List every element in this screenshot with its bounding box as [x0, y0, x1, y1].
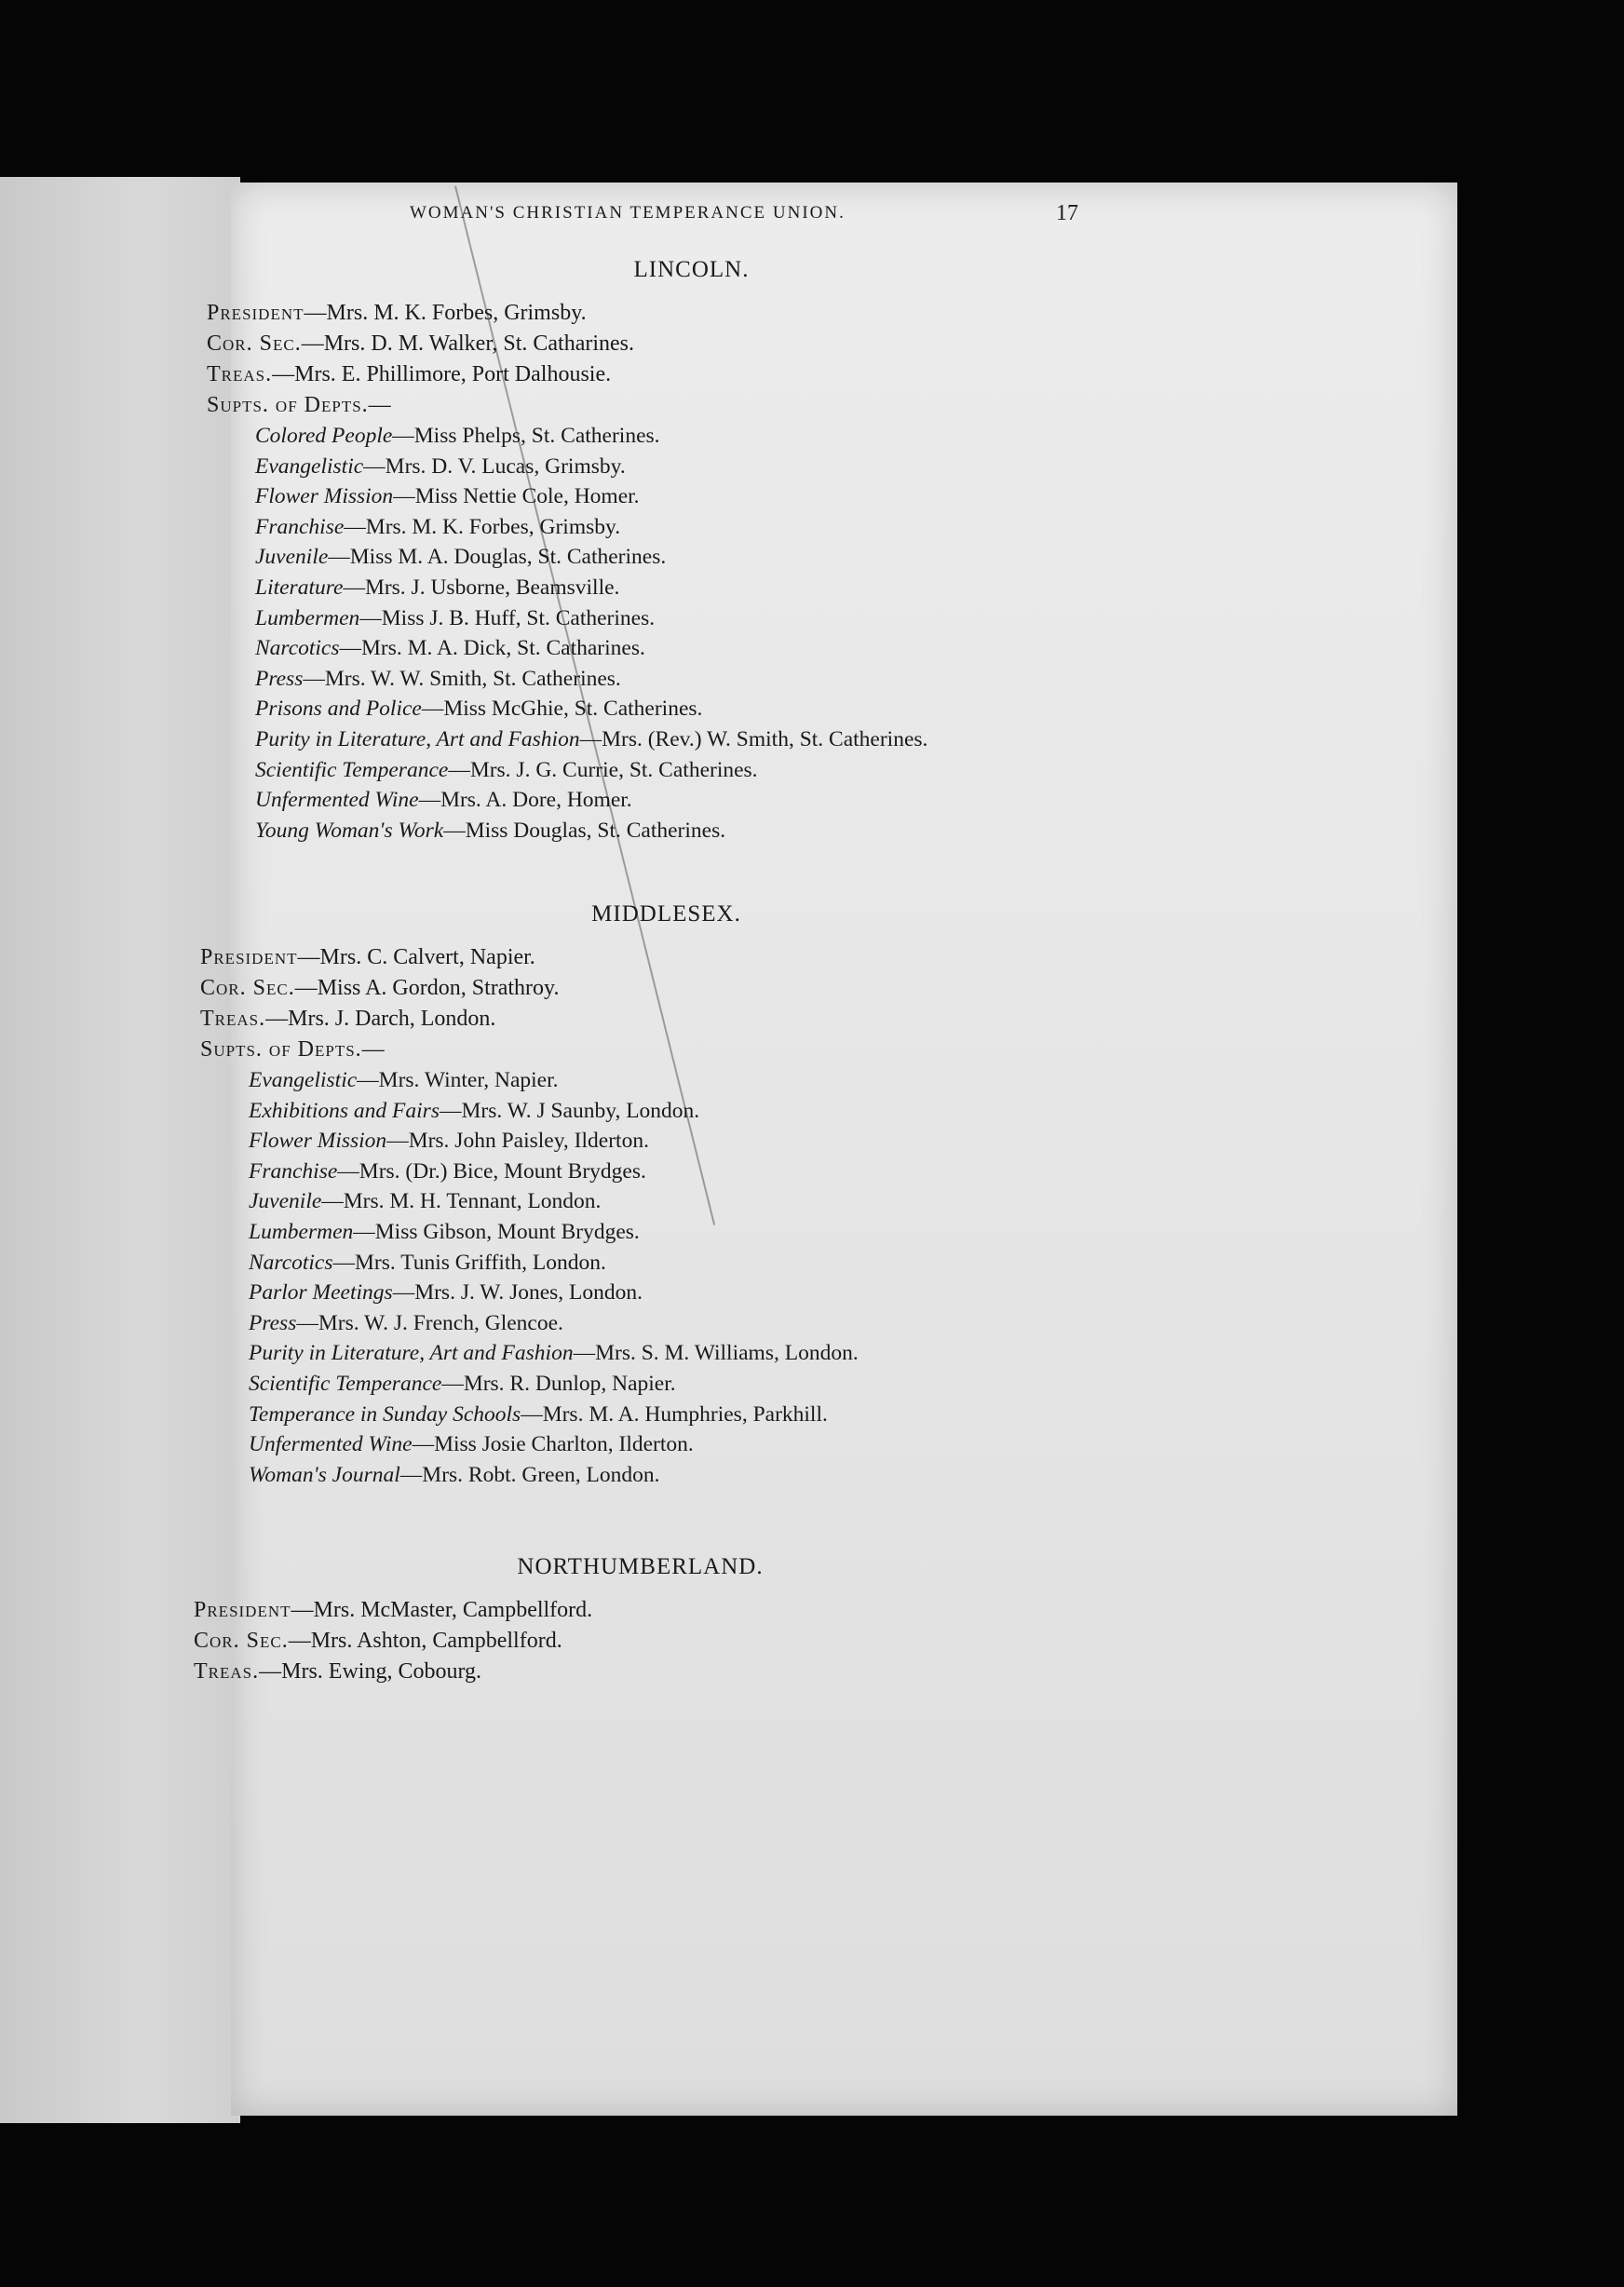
officer-holder: —Mrs. C. Calvert, Napier.: [297, 945, 535, 969]
department-name: Lumbermen: [249, 1219, 354, 1244]
section-title: NORTHUMBERLAND.: [517, 1554, 764, 1579]
department-name: Lumbermen: [255, 605, 360, 630]
department-entry: [255, 603, 1226, 634]
officer-holder: —Mrs. Ewing, Cobourg.: [259, 1659, 482, 1684]
department-superintendent: —Miss Gibson, Mount Brydges.: [353, 1219, 640, 1244]
section-entries: [207, 298, 1226, 846]
department-superintendent: —Mrs. M. A. Humphries, Parkhill.: [521, 1401, 828, 1427]
department-name: Exhibitions and Fairs: [249, 1098, 440, 1123]
section-northumberland: [0, 1554, 1226, 1687]
department-entry: [255, 755, 1226, 786]
officer-role: Treas.: [194, 1659, 260, 1684]
department-superintendent: —Mrs. Robt. Green, London.: [399, 1462, 660, 1487]
department-entry: [249, 1096, 1226, 1127]
department-entry: [249, 1369, 1226, 1400]
department-superintendent: —Mrs. A. Dore, Homer.: [418, 788, 632, 813]
department-entry: [255, 421, 1226, 452]
officer-role: Cor. Sec.: [200, 976, 295, 1000]
department-entry: [255, 542, 1226, 573]
page-number: 17: [1056, 201, 1078, 225]
department-name: Scientific Temperance: [249, 1371, 442, 1396]
department-entry: [249, 1186, 1226, 1217]
officer-role: Cor. Sec.: [207, 332, 302, 356]
officer-role: President: [194, 1598, 291, 1622]
department-name: Purity in Literature, Art and Fashion: [255, 726, 580, 751]
department-name: Literature: [255, 575, 344, 600]
department-name: Temperance in Sunday Schools: [249, 1401, 521, 1427]
department-superintendent: —Mrs. M. K. Forbes, Grimsby.: [344, 514, 621, 539]
department-superintendent: —Mrs. W. J Saunby, London.: [439, 1098, 700, 1123]
department-superintendent: —Mrs. (Rev.) W. Smith, St. Catherines.: [579, 726, 928, 751]
department-superintendent: —Miss Nettie Cole, Homer.: [393, 484, 640, 509]
department-name: Flower Mission: [249, 1129, 387, 1154]
department-superintendent: —Miss M. A. Douglas, St. Catherines.: [328, 545, 667, 570]
department-superintendent: —Mrs. D. V. Lucas, Grimsby.: [363, 453, 626, 479]
department-superintendent: —Mrs. J. W. Jones, London.: [392, 1280, 643, 1306]
department-entry: [249, 1429, 1226, 1460]
officer-role: President: [200, 945, 298, 969]
officer-holder: —Mrs. McMaster, Campbellford.: [291, 1598, 593, 1622]
section-title: LINCOLN.: [633, 257, 750, 282]
department-superintendent: —Miss McGhie, St. Catherines.: [421, 697, 703, 722]
department-entry: [249, 1248, 1226, 1279]
department-superintendent: —Mrs. M. A. Dick, St. Catharines.: [339, 636, 645, 661]
department-superintendent: —Mrs. Tunis Griffith, London.: [332, 1250, 606, 1275]
department-entry: [255, 694, 1226, 724]
officer-president: [207, 298, 1226, 329]
department-entry: [249, 1460, 1226, 1491]
section-lincoln: [0, 257, 1226, 846]
department-superintendent: —Miss Phelps, St. Catherines.: [392, 424, 660, 448]
officer-treasurer: [207, 359, 1226, 390]
officer-role: Treas.: [207, 362, 273, 386]
department-name: Woman's Journal: [249, 1462, 400, 1487]
officer-cor-sec: [194, 1626, 1226, 1657]
officer-supts-heading: [200, 1035, 1226, 1065]
department-entry: [249, 1217, 1226, 1248]
department-entry: [255, 724, 1226, 755]
officer-role: Supts. of Depts.: [200, 1037, 362, 1062]
department-entry: [255, 452, 1226, 482]
department-superintendent: —Miss Douglas, St. Catherines.: [443, 818, 726, 843]
department-name: Franchise: [249, 1158, 338, 1184]
department-name: Press: [249, 1310, 297, 1335]
running-head: WOMAN'S CHRISTIAN TEMPERANCE UNION.: [410, 203, 846, 223]
department-name: Scientific Temperance: [255, 757, 449, 782]
department-superintendent: —Mrs. J. Usborne, Beamsville.: [343, 575, 620, 600]
department-name: Colored People: [255, 424, 393, 448]
section-middlesex: [0, 901, 1226, 1490]
department-name: Flower Mission: [255, 484, 394, 509]
department-superintendent: —Mrs. R. Dunlop, Napier.: [441, 1371, 676, 1396]
department-entry: [255, 816, 1226, 846]
officer-holder: —Mrs. M. K. Forbes, Grimsby.: [304, 301, 587, 325]
department-entry: [255, 512, 1226, 543]
officer-treasurer: [194, 1657, 1226, 1687]
officer-holder: —Mrs. E. Phillimore, Port Dalhousie.: [272, 362, 612, 386]
officer-president: [194, 1595, 1226, 1626]
officer-holder: —Mrs. D. M. Walker, St. Catharines.: [301, 332, 634, 356]
department-superintendent: —Mrs. M. H. Tennant, London.: [321, 1189, 602, 1214]
department-superintendent: —Miss Josie Charlton, Ilderton.: [412, 1432, 694, 1457]
officer-role: Cor. Sec.: [194, 1629, 289, 1653]
officer-role: President: [207, 301, 304, 325]
department-name: Narcotics: [255, 636, 340, 661]
department-superintendent: —Mrs. (Dr.) Bice, Mount Brydges.: [337, 1158, 646, 1184]
officer-president: [200, 942, 1226, 973]
department-name: Prisons and Police: [255, 697, 422, 722]
department-name: Evangelistic: [255, 453, 364, 479]
department-entry: [255, 633, 1226, 664]
department-entry: [255, 573, 1226, 603]
department-superintendent: —Miss J. B. Huff, St. Catherines.: [359, 605, 656, 630]
department-name: Franchise: [255, 514, 345, 539]
department-superintendent: —Mrs. J. G. Currie, St. Catherines.: [448, 757, 758, 782]
department-name: Young Woman's Work: [255, 818, 444, 843]
department-entry: [255, 664, 1226, 695]
department-entry: [249, 1278, 1226, 1308]
department-name: Unfermented Wine: [255, 788, 419, 813]
department-entry: [249, 1065, 1226, 1096]
department-name: Unfermented Wine: [249, 1432, 413, 1457]
officer-holder: —: [368, 393, 391, 417]
department-superintendent: —Mrs. John Paisley, Ilderton.: [386, 1129, 649, 1154]
department-name: Juvenile: [255, 545, 329, 570]
department-superintendent: —Mrs. S. M. Williams, London.: [573, 1341, 859, 1366]
officer-role: Treas.: [200, 1007, 266, 1031]
department-name: Purity in Literature, Art and Fashion: [249, 1341, 574, 1366]
department-entry: [249, 1157, 1226, 1187]
department-name: Parlor Meetings: [249, 1280, 393, 1306]
department-entry: [249, 1338, 1226, 1369]
section-title: MIDDLESEX.: [591, 901, 741, 927]
department-name: Juvenile: [249, 1189, 322, 1214]
officer-holder: —Mrs. Ashton, Campbellford.: [288, 1629, 562, 1653]
officer-holder: —Miss A. Gordon, Strathroy.: [294, 976, 560, 1000]
officer-holder: —Mrs. J. Darch, London.: [265, 1007, 496, 1031]
section-entries: [194, 1595, 1226, 1687]
department-entry: [255, 481, 1226, 512]
department-entry: [249, 1126, 1226, 1157]
officer-cor-sec: [207, 329, 1226, 359]
department-entry: [249, 1308, 1226, 1339]
officer-holder: —: [361, 1037, 385, 1062]
officer-cor-sec: [200, 973, 1226, 1004]
department-name: Press: [255, 666, 304, 691]
officer-role: Supts. of Depts.: [207, 393, 369, 417]
department-entry: [255, 785, 1226, 816]
department-superintendent: —Mrs. W. W. Smith, St. Catherines.: [303, 666, 621, 691]
department-name: Narcotics: [249, 1250, 333, 1275]
department-name: Evangelistic: [249, 1068, 358, 1092]
officer-supts-heading: [207, 390, 1226, 421]
department-entry: [249, 1400, 1226, 1430]
department-superintendent: —Mrs. Winter, Napier.: [357, 1068, 559, 1092]
officer-treasurer: [200, 1004, 1226, 1035]
department-superintendent: —Mrs. W. J. French, Glencoe.: [296, 1310, 563, 1335]
section-entries: [200, 942, 1226, 1490]
